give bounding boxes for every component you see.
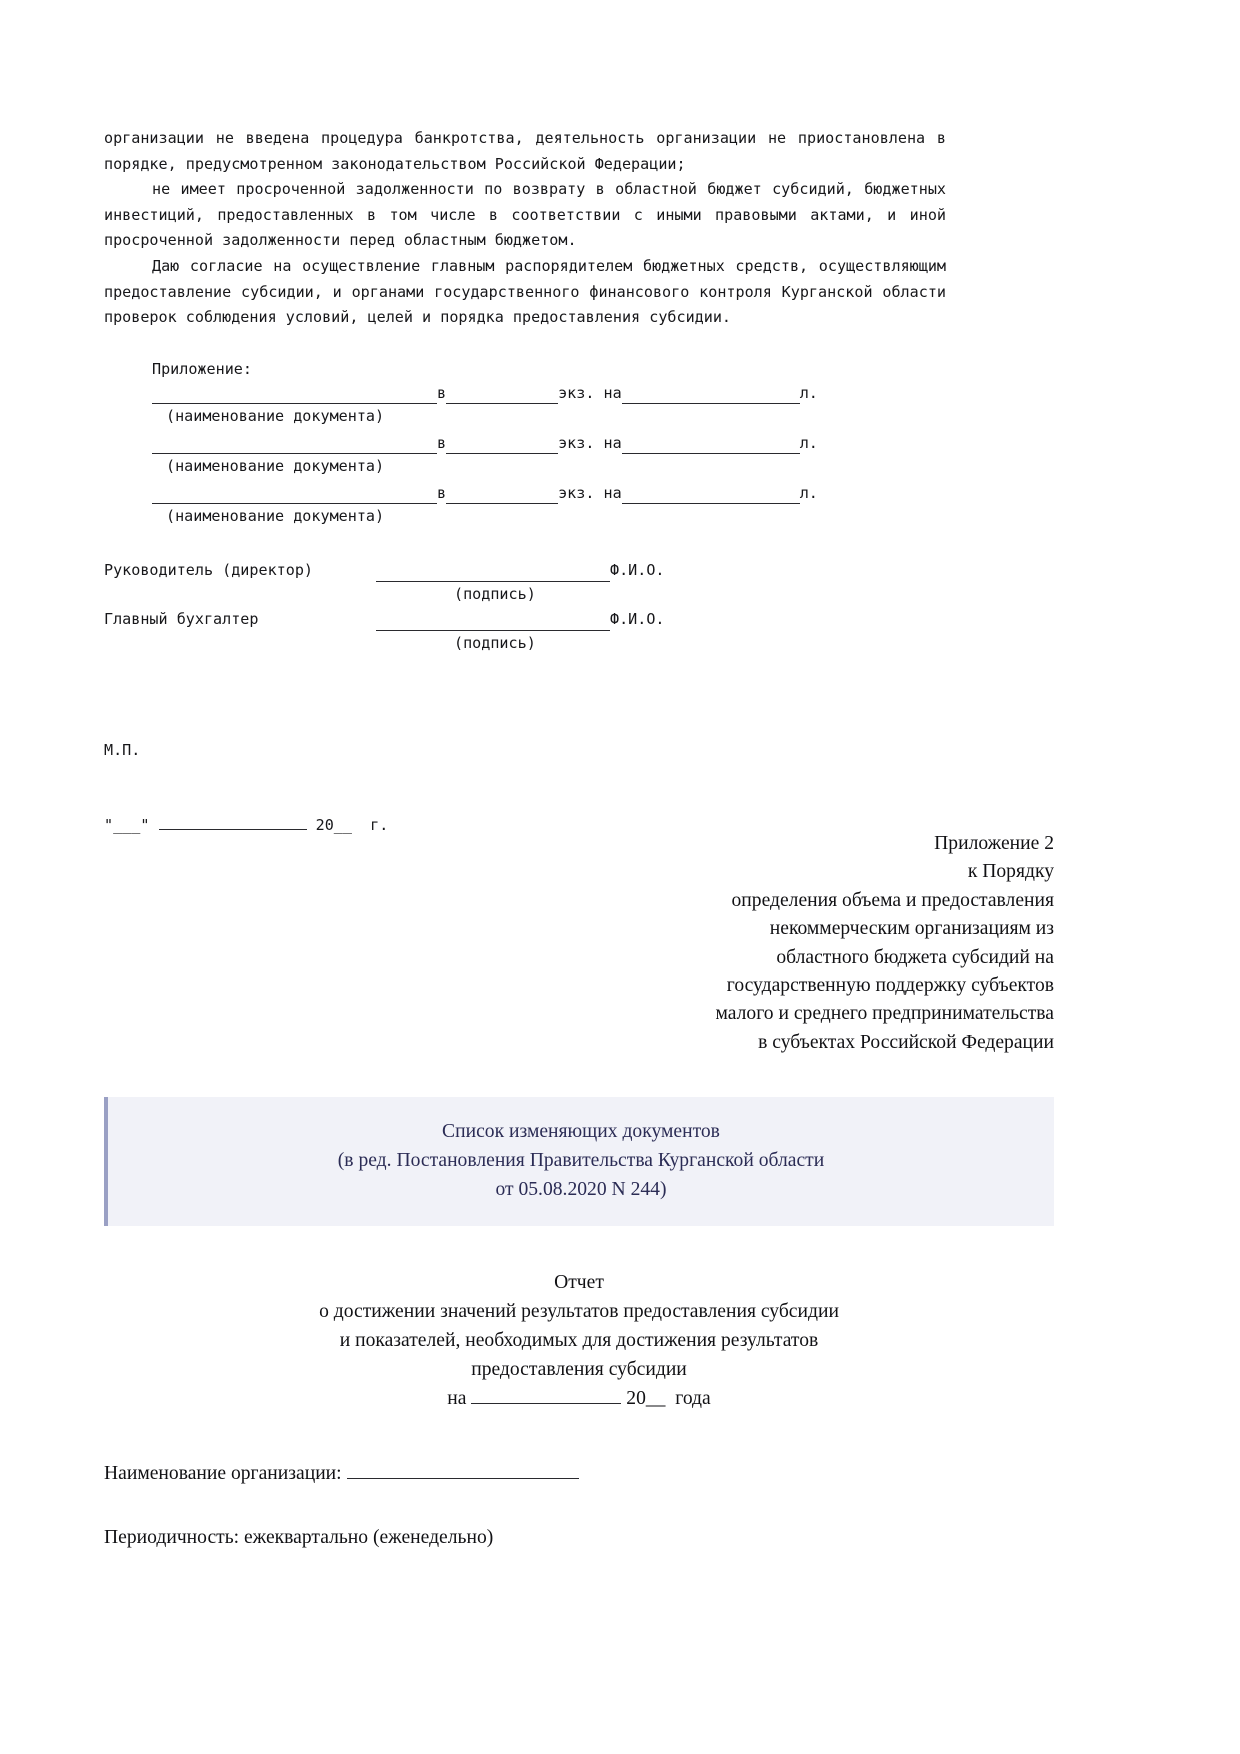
appendix-header-line: к Порядку bbox=[967, 861, 1054, 883]
report-period-line bbox=[104, 1384, 1054, 1413]
attachment-sheets-blank-2[interactable] bbox=[622, 438, 800, 454]
paragraph-bankruptcy: организации не введена процедура банкротства, деятельность организации не приостановлена в порядке, предусмотренном законодательством Российской Федерации; bbox=[104, 129, 946, 173]
attachment-row bbox=[152, 432, 946, 454]
attachment-in-label-2: в bbox=[437, 434, 447, 453]
amendment-notice-box bbox=[104, 1097, 1054, 1226]
signature-label-director: Руководитель (директор) bbox=[104, 561, 314, 580]
attachment-row bbox=[152, 382, 946, 404]
attachment-caption-1: (наименование документа) bbox=[166, 407, 385, 426]
appendix-section bbox=[104, 830, 1054, 1587]
organization-name-label: Наименование организации: bbox=[104, 1463, 342, 1485]
signature-row-director bbox=[104, 558, 946, 582]
attachment-in-label-1: в bbox=[437, 384, 447, 403]
amendment-line: (в ред. Постановления Правительства Курганской области bbox=[337, 1150, 825, 1172]
report-title-line: о достижении значений результатов предоставления субсидии bbox=[319, 1301, 839, 1323]
attachment-sheets-label-3: л. bbox=[799, 484, 818, 503]
report-title-line: и показателей, необходимых для достижения результатов bbox=[339, 1330, 819, 1352]
attachment-copies-blank-3[interactable] bbox=[446, 488, 558, 504]
signature-row-accountant bbox=[104, 607, 946, 631]
attachment-document-blank-3[interactable] bbox=[152, 488, 437, 504]
report-title-line: Отчет bbox=[554, 1272, 604, 1294]
form-fields-block bbox=[104, 1459, 1054, 1553]
date-year-label: 20__ г. bbox=[315, 816, 389, 835]
signature-fio-director: Ф.И.О. bbox=[610, 561, 665, 580]
stamp-label: М.П. bbox=[104, 741, 141, 760]
appendix-header-line: Приложение 2 bbox=[934, 833, 1054, 854]
signature-caption-accountant: (подпись) bbox=[454, 634, 536, 653]
appendix-header-line: областного бюджета субсидий на bbox=[776, 946, 1054, 968]
attachment-copies-label-3: экз. на bbox=[558, 484, 622, 503]
report-title-line: предоставления субсидии bbox=[471, 1359, 687, 1381]
appendix-header-line: некоммерческим организациям из bbox=[769, 918, 1054, 940]
attachment-caption-2: (наименование документа) bbox=[166, 457, 385, 476]
appendix-header bbox=[104, 830, 1054, 1057]
appendix-header-line: определения объема и предоставления bbox=[731, 889, 1054, 911]
report-period-prefix: на bbox=[447, 1388, 467, 1410]
appendix-header-line: государственную поддержку субъектов bbox=[726, 975, 1054, 997]
date-day-placeholder: "___" bbox=[104, 816, 150, 835]
attachment-row bbox=[152, 482, 946, 504]
attachment-caption-3: (наименование документа) bbox=[166, 507, 385, 526]
signature-blank-accountant[interactable] bbox=[376, 615, 610, 631]
signature-blank-director[interactable] bbox=[376, 566, 610, 582]
report-title-block bbox=[104, 1268, 1054, 1413]
attachment-sheets-blank-1[interactable] bbox=[622, 388, 800, 404]
attachment-copies-label-1: экз. на bbox=[558, 384, 622, 403]
periodicity-row: Периодичность: ежеквартально (еженедельно) bbox=[104, 1527, 494, 1549]
appendix-header-line: в субъектах Российской Федерации bbox=[758, 1031, 1054, 1053]
legal-text-section bbox=[104, 126, 946, 888]
attachment-sheets-label-1: л. bbox=[799, 384, 818, 403]
attachment-document-blank-1[interactable] bbox=[152, 388, 437, 404]
attachment-title: Приложение: bbox=[152, 359, 252, 378]
amendment-line: Список изменяющих документов bbox=[442, 1121, 720, 1143]
attachment-sheets-label-2: л. bbox=[799, 434, 818, 453]
paragraph-no-overdue-debt: не имеет просроченной задолженности по возврату в областной бюджет субсидий, бюджетных инвестиций, предоставленных в том числе в соответствии с иными правовыми актами, и иной просроченной задолженности перед областным бюджетом. bbox=[104, 180, 946, 250]
attachment-block bbox=[104, 357, 946, 529]
attachment-in-label-3: в bbox=[437, 484, 447, 503]
signature-block bbox=[104, 558, 946, 656]
report-period-blank[interactable] bbox=[471, 1385, 621, 1404]
amendment-line: от 05.08.2020 N 244) bbox=[495, 1179, 667, 1201]
signature-caption-director: (подпись) bbox=[454, 585, 536, 604]
attachment-document-blank-2[interactable] bbox=[152, 438, 437, 454]
attachment-copies-blank-1[interactable] bbox=[446, 388, 558, 404]
paragraph-consent: Даю согласие на осуществление главным распорядителем бюджетных средств, осуществляющим предоставление субсидии, и органами государственного финансового контроля Курганской области проверок соблюдения условий, целей и порядка предоставления субсидии. bbox=[104, 256, 946, 327]
date-month-blank[interactable] bbox=[159, 814, 307, 830]
attachment-copies-label-2: экз. на bbox=[558, 434, 622, 453]
report-period-suffix: 20__ года bbox=[626, 1388, 711, 1410]
organization-name-input[interactable] bbox=[347, 1460, 579, 1479]
signature-fio-accountant: Ф.И.О. bbox=[610, 610, 665, 629]
organization-name-row bbox=[104, 1459, 1054, 1489]
signature-label-accountant: Главный бухгалтер bbox=[104, 610, 259, 629]
attachment-sheets-blank-3[interactable] bbox=[622, 488, 800, 504]
attachment-copies-blank-2[interactable] bbox=[446, 438, 558, 454]
appendix-header-line: малого и среднего предпринимательства bbox=[715, 1003, 1054, 1025]
